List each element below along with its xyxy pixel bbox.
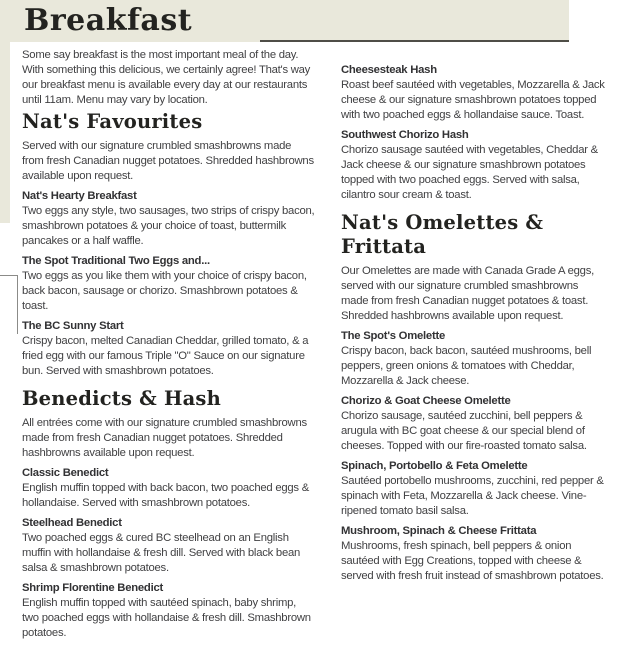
section-note-benedicts: All entrées come with our signature crumbled smashbrowns made from fresh Canadian nugget potatoes. Shredded hashbrowns available upon request. [22,417,307,459]
menu-item-shrimp-florentine-benedict [22,581,315,641]
menu-item-spinach-portobello-feta-omelette [341,459,607,519]
menu-item-bc-sunny-start [22,319,315,379]
item-name: Mushroom, Spinach & Cheese Frittata [341,525,537,537]
item-name: The Spot Traditional Two Eggs and... [22,255,210,267]
menu-item-southwest-chorizo-hash [341,128,607,203]
left-border-fragment [0,275,18,334]
item-desc: Chorizo sausage, sautéed zucchini, bell peppers & arugula with BC goat cheese & our special blend of cheeses. Topped with our fire-roasted tomato salsa. [341,410,587,452]
item-desc: Two eggs as you like them with your choice of crispy bacon, back bacon, sausage or chorizo. Smashbrown potatoes & toast. [22,270,307,312]
item-name: The BC Sunny Start [22,320,124,332]
menu-column-right [341,63,607,589]
item-desc: Sautéed portobello mushrooms, zucchini, red pepper & spinach with Feta, Mozzarella & Jack cheese. Vine-ripened tomato basil salsa. [341,475,604,517]
menu-item-chorizo-goat-cheese-omelette [341,394,607,454]
item-name: The Spot's Omelette [341,330,446,342]
item-name: Spinach, Portobello & Feta Omelette [341,460,528,472]
menu-item-mushroom-spinach-cheese-frittata [341,524,607,584]
item-name: Cheesesteak Hash [341,64,437,76]
item-desc: Mushrooms, fresh spinach, bell peppers & onion sautéed with Egg Creations, topped with cheese & served with fresh fruit instead of smashbrown potatoes. [341,540,604,582]
item-desc: Crispy bacon, melted Canadian Cheddar, grilled tomato, & a fried egg with our famous Triple "O" Sauce on our signature bun. Served with smashbrown potatoes. [22,335,309,377]
item-desc: Two eggs any style, two sausages, two strips of crispy bacon, smashbrown potatoes & your choice of toast, buttermilk pancakes or a half waffle. [22,205,315,247]
item-name: Classic Benedict [22,467,109,479]
item-name: Chorizo & Goat Cheese Omelette [341,395,511,407]
menu-item-hearty-breakfast [22,189,315,249]
page-header [0,0,569,42]
item-desc: English muffin topped with back bacon, two poached eggs & hollandaise. Served with smashbrown potatoes. [22,482,309,509]
item-name: Shrimp Florentine Benedict [22,582,164,594]
item-desc: Roast beef sautéed with vegetables, Mozzarella & Jack cheese & our signature smashbrown potatoes topped with two poached eggs & hollandaise sauce. Toast. [341,79,605,121]
page-title: Breakfast [24,3,193,38]
item-desc: Two poached eggs & cured BC steelhead on an English muffin with hollandaise & fresh dill. Served with black bean salsa & smashbrown potatoes. [22,532,301,574]
item-name: Nat's Hearty Breakfast [22,190,137,202]
menu-item-spots-omelette [341,329,607,389]
item-desc: English muffin topped with sautéed spinach, baby shrimp, two poached eggs with hollandaise & fresh dill. Smashbrown potatoes. [22,597,311,639]
item-name: Steelhead Benedict [22,517,122,529]
item-name: Southwest Chorizo Hash [341,129,469,141]
menu-item-traditional-two-eggs [22,254,315,314]
section-heading-favourites: Nat's Favourites [22,110,203,133]
header-rule [260,40,569,42]
item-desc: Crispy bacon, back bacon, sautéed mushrooms, bell peppers, green onions & tomatoes with Cheddar, Mozzarella & Jack cheese. [341,345,592,387]
section-note-favourites: Served with our signature crumbled smashbrowns made from fresh Canadian nugget potatoes. Shredded hashbrowns available upon request. [22,140,314,182]
menu-item-classic-benedict [22,466,315,511]
section-heading-benedicts: Benedicts & Hash [22,387,221,410]
menu-column-left [22,48,315,646]
section-note-omelettes: Our Omelettes are made with Canada Grade A eggs, served with our signature crumbled smashbrowns made from fresh Canadian nugget potatoes & toast. Shredded hashbrowns available upon request. [341,265,594,322]
menu-item-steelhead-benedict [22,516,315,576]
left-edge-strip [0,42,10,223]
intro-text: Some say breakfast is the most important meal of the day. With something this delicious, we certainly agree! That's way our breakfast menu is available every day at our restaurants until 11am. Menu may vary by location. [22,49,311,106]
item-desc: Chorizo sausage sautéed with vegetables, Cheddar & Jack cheese & our signature smashbrown potatoes topped with two poached eggs. Served with salsa, cilantro sour cream & toast. [341,144,598,201]
menu-item-cheesesteak-hash [341,63,607,123]
section-heading-omelettes: Nat's Omelettes & Frittata [341,211,544,258]
